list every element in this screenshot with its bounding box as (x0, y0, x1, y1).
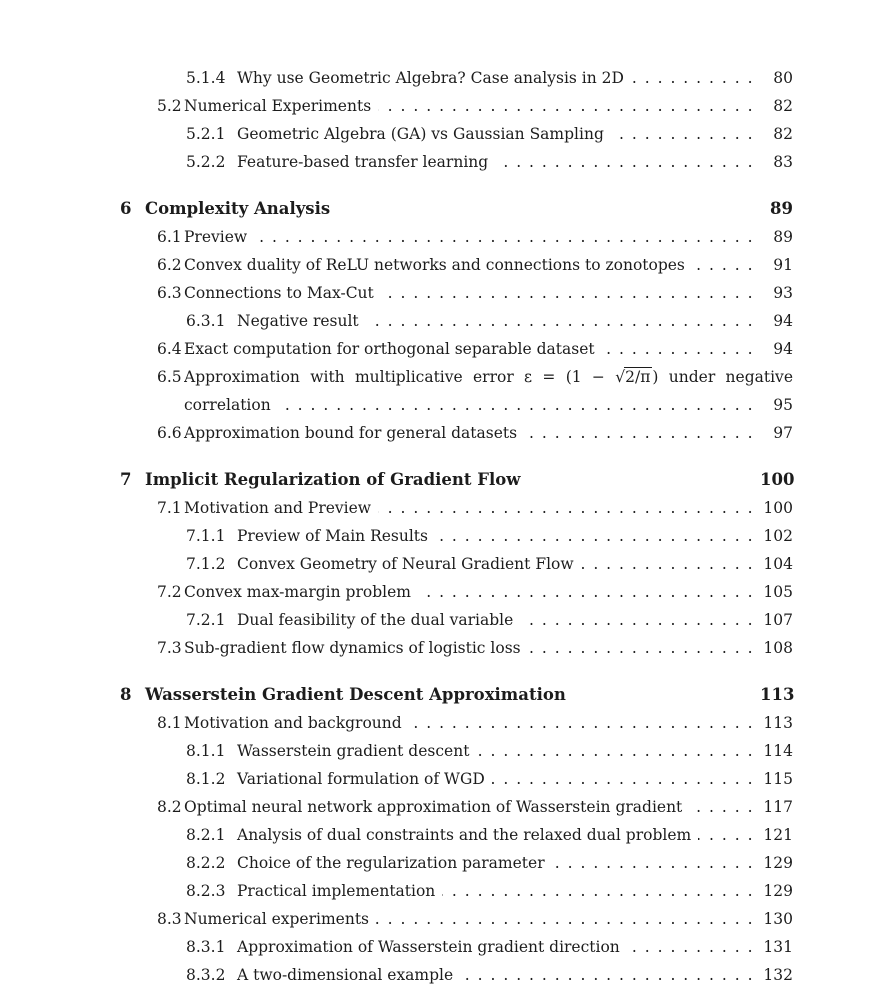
entry-number: 8.1.1 (186, 742, 226, 760)
dot-leader (602, 335, 754, 363)
toc-entry-7.3[interactable] (120, 634, 793, 662)
toc-entry-8.3.2[interactable] (120, 961, 793, 989)
entry-page: 129 (763, 854, 793, 872)
entry-number: 6.2 (157, 256, 182, 274)
entry-title: Analysis of dual constraints and the relaxed dual problem (237, 826, 692, 844)
toc-entry-7.2[interactable] (120, 578, 793, 606)
entry-page: 82 (773, 97, 793, 115)
title-text-pre: Approximation with multiplicative error ε = (1 − (184, 368, 616, 386)
dot-leader (611, 120, 754, 148)
entry-title-continued: correlation (184, 396, 271, 414)
entry-number: 6.1 (157, 228, 182, 246)
toc-entry-7.2.1[interactable] (120, 606, 793, 634)
toc-entry-5.1.4[interactable] (120, 64, 793, 92)
entry-page: 107 (763, 611, 793, 629)
entry-page: 83 (773, 153, 793, 171)
entry-number: 5.2.2 (186, 153, 226, 171)
dot-leader (366, 307, 754, 335)
entry-page: 117 (763, 798, 793, 816)
entry-number: 5.2.1 (186, 125, 226, 143)
entry-number: 6.5 (157, 368, 182, 386)
entry-page: 89 (770, 199, 793, 218)
entry-page: 100 (760, 470, 795, 489)
sqrt-expression (615, 368, 652, 386)
entry-number: 8.2.2 (186, 854, 226, 872)
entry-page: 114 (763, 742, 793, 760)
entry-title: Motivation and background (184, 714, 402, 732)
entry-number: 7.2 (157, 583, 182, 601)
entry-page: 132 (763, 966, 793, 984)
dot-leader (254, 223, 754, 251)
entry-title: Convex duality of ReLU networks and connections to zonotopes (184, 256, 685, 274)
entry-page: 104 (763, 555, 793, 573)
toc-entry-6.5-continued[interactable] (120, 391, 793, 419)
entry-page: 97 (773, 424, 793, 442)
toc-entry-8.2[interactable] (120, 793, 793, 821)
entry-title: Approximation bound for general datasets (184, 424, 518, 442)
entry-title: Implicit Regularization of Gradient Flow (145, 470, 521, 489)
entry-page: 121 (763, 826, 793, 844)
entry-title: Motivation and Preview (184, 499, 372, 517)
entry-number: 8 (120, 685, 132, 704)
entry-title: Wasserstein gradient descent (237, 742, 470, 760)
entry-number: 7.1.1 (186, 527, 226, 545)
entry-page: 131 (763, 938, 793, 956)
entry-page: 108 (763, 639, 793, 657)
entry-title: Convex max-margin problem (184, 583, 411, 601)
toc-list (120, 64, 793, 989)
entry-title: Geometric Algebra (GA) vs Gaussian Sampling (237, 125, 604, 143)
dot-leader (278, 391, 754, 419)
toc-entry-6.1[interactable] (120, 223, 793, 251)
entry-number: 8.2.1 (186, 826, 226, 844)
entry-number: 8.3.2 (186, 966, 226, 984)
toc-entry-8[interactable] (120, 681, 793, 709)
toc-entry-7[interactable] (120, 466, 793, 494)
toc-entry-6.3.1[interactable] (120, 307, 793, 335)
dot-leader (442, 877, 754, 905)
dot-leader (689, 793, 754, 821)
entry-number: 8.3 (157, 910, 182, 928)
toc-entry-6.4[interactable] (120, 335, 793, 363)
toc-entry-7.1.2[interactable] (120, 550, 793, 578)
entry-number: 8.2 (157, 798, 182, 816)
toc-entry-7.1[interactable] (120, 494, 793, 522)
toc-entry-8.2.1[interactable] (120, 821, 793, 849)
entry-page: 100 (763, 499, 793, 517)
dot-leader (552, 849, 754, 877)
entry-title: Optimal neural network approximation of Wasserstein gradient (184, 798, 683, 816)
entry-number: 6.3 (157, 284, 182, 302)
entry-page: 80 (773, 69, 793, 87)
dot-leader (476, 737, 754, 765)
toc-entry-8.1.2[interactable] (120, 765, 793, 793)
entry-title: Feature-based transfer learning (237, 153, 489, 171)
dot-leader (520, 606, 754, 634)
entry-number: 6.3.1 (186, 312, 226, 330)
dot-leader (435, 522, 754, 550)
dot-leader (492, 765, 754, 793)
entry-page: 91 (773, 256, 793, 274)
entry-page: 94 (773, 340, 793, 358)
entry-number: 7.2.1 (186, 611, 226, 629)
entry-number: 8.2.3 (186, 882, 226, 900)
entry-title: Choice of the regularization parameter (237, 854, 545, 872)
entry-page: 94 (773, 312, 793, 330)
entry-title: Approximation of Wasserstein gradient direction (237, 938, 620, 956)
entry-number: 5.2 (157, 97, 182, 115)
entry-number: 6.6 (157, 424, 182, 442)
entry-title: Sub-gradient flow dynamics of logistic loss (184, 639, 521, 657)
toc-entry-7.1.1[interactable] (120, 522, 793, 550)
toc-entry-5.2.1[interactable] (120, 120, 793, 148)
entry-page: 102 (763, 527, 793, 545)
entry-page: 115 (763, 770, 793, 788)
entry-number: 8.1 (157, 714, 182, 732)
entry-title (184, 363, 793, 391)
entry-title: A two-dimensional example (237, 966, 454, 984)
dot-leader (376, 905, 754, 933)
toc-entry-6.5[interactable] (120, 363, 793, 391)
entry-title: Negative result (237, 312, 359, 330)
entry-page: 93 (773, 284, 793, 302)
entry-title: Preview of Main Results (237, 527, 428, 545)
entry-number: 7.1.2 (186, 555, 226, 573)
dot-leader (627, 933, 754, 961)
entry-title: Dual feasibility of the dual variable (237, 611, 514, 629)
entry-title: Practical implementation (237, 882, 436, 900)
toc-entry-6.3[interactable] (120, 279, 793, 307)
toc-entry-5.2[interactable] (120, 92, 793, 120)
entry-title: Variational formulation of WGD (237, 770, 485, 788)
toc-entry-6.2[interactable] (120, 251, 793, 279)
entry-title: Exact computation for orthogonal separable dataset (184, 340, 595, 358)
entry-title: Numerical experiments (184, 910, 370, 928)
dot-leader (460, 961, 754, 989)
entry-title: Connections to Max-Cut (184, 284, 374, 302)
toc-entry-6[interactable] (120, 195, 793, 223)
entry-number: 5.1.4 (186, 69, 226, 87)
entry-page: 130 (763, 910, 793, 928)
entry-page: 89 (773, 228, 793, 246)
toc-entry-8.3.1[interactable] (120, 933, 793, 961)
toc-entry-8.3[interactable] (120, 905, 793, 933)
entry-page: 129 (763, 882, 793, 900)
entry-page: 95 (773, 396, 793, 414)
entry-title: Numerical Experiments (184, 97, 372, 115)
toc-entry-8.1[interactable] (120, 709, 793, 737)
entry-number: 7.1 (157, 499, 182, 517)
dot-leader (495, 148, 754, 176)
dot-leader (409, 709, 754, 737)
dot-leader (418, 578, 754, 606)
entry-title: Why use Geometric Algebra? Case analysis in 2D (237, 69, 624, 87)
dot-leader (698, 821, 754, 849)
radical-sign-icon: √ (615, 368, 626, 386)
entry-page: 82 (773, 125, 793, 143)
entry-page: 105 (763, 583, 793, 601)
toc-entry-6.6[interactable] (120, 419, 793, 447)
entry-title: Preview (184, 228, 248, 246)
radicand: 2/π (625, 368, 651, 386)
dot-leader (378, 494, 754, 522)
entry-number: 8.1.2 (186, 770, 226, 788)
dot-leader (378, 92, 754, 120)
dot-leader (524, 419, 754, 447)
toc-entry-5.2.2[interactable] (120, 148, 793, 176)
dot-leader (381, 279, 754, 307)
entry-number: 7.3 (157, 639, 182, 657)
entry-page: 113 (763, 714, 793, 732)
entry-title: Complexity Analysis (145, 199, 331, 218)
toc-entry-8.1.1[interactable] (120, 737, 793, 765)
title-text-post: ) under negative (652, 368, 793, 386)
toc-entry-8.2.2[interactable] (120, 849, 793, 877)
dot-leader (692, 251, 754, 279)
entry-number: 7 (120, 470, 132, 489)
entry-page: 113 (760, 685, 795, 704)
entry-number: 8.3.1 (186, 938, 226, 956)
dot-leader (581, 550, 754, 578)
toc-entry-8.2.3[interactable] (120, 877, 793, 905)
entry-title: Wasserstein Gradient Descent Approximation (145, 685, 566, 704)
entry-number: 6.4 (157, 340, 182, 358)
dot-leader (528, 634, 754, 662)
entry-number: 6 (120, 199, 132, 218)
dot-leader (631, 64, 754, 92)
entry-title: Convex Geometry of Neural Gradient Flow (237, 555, 574, 573)
